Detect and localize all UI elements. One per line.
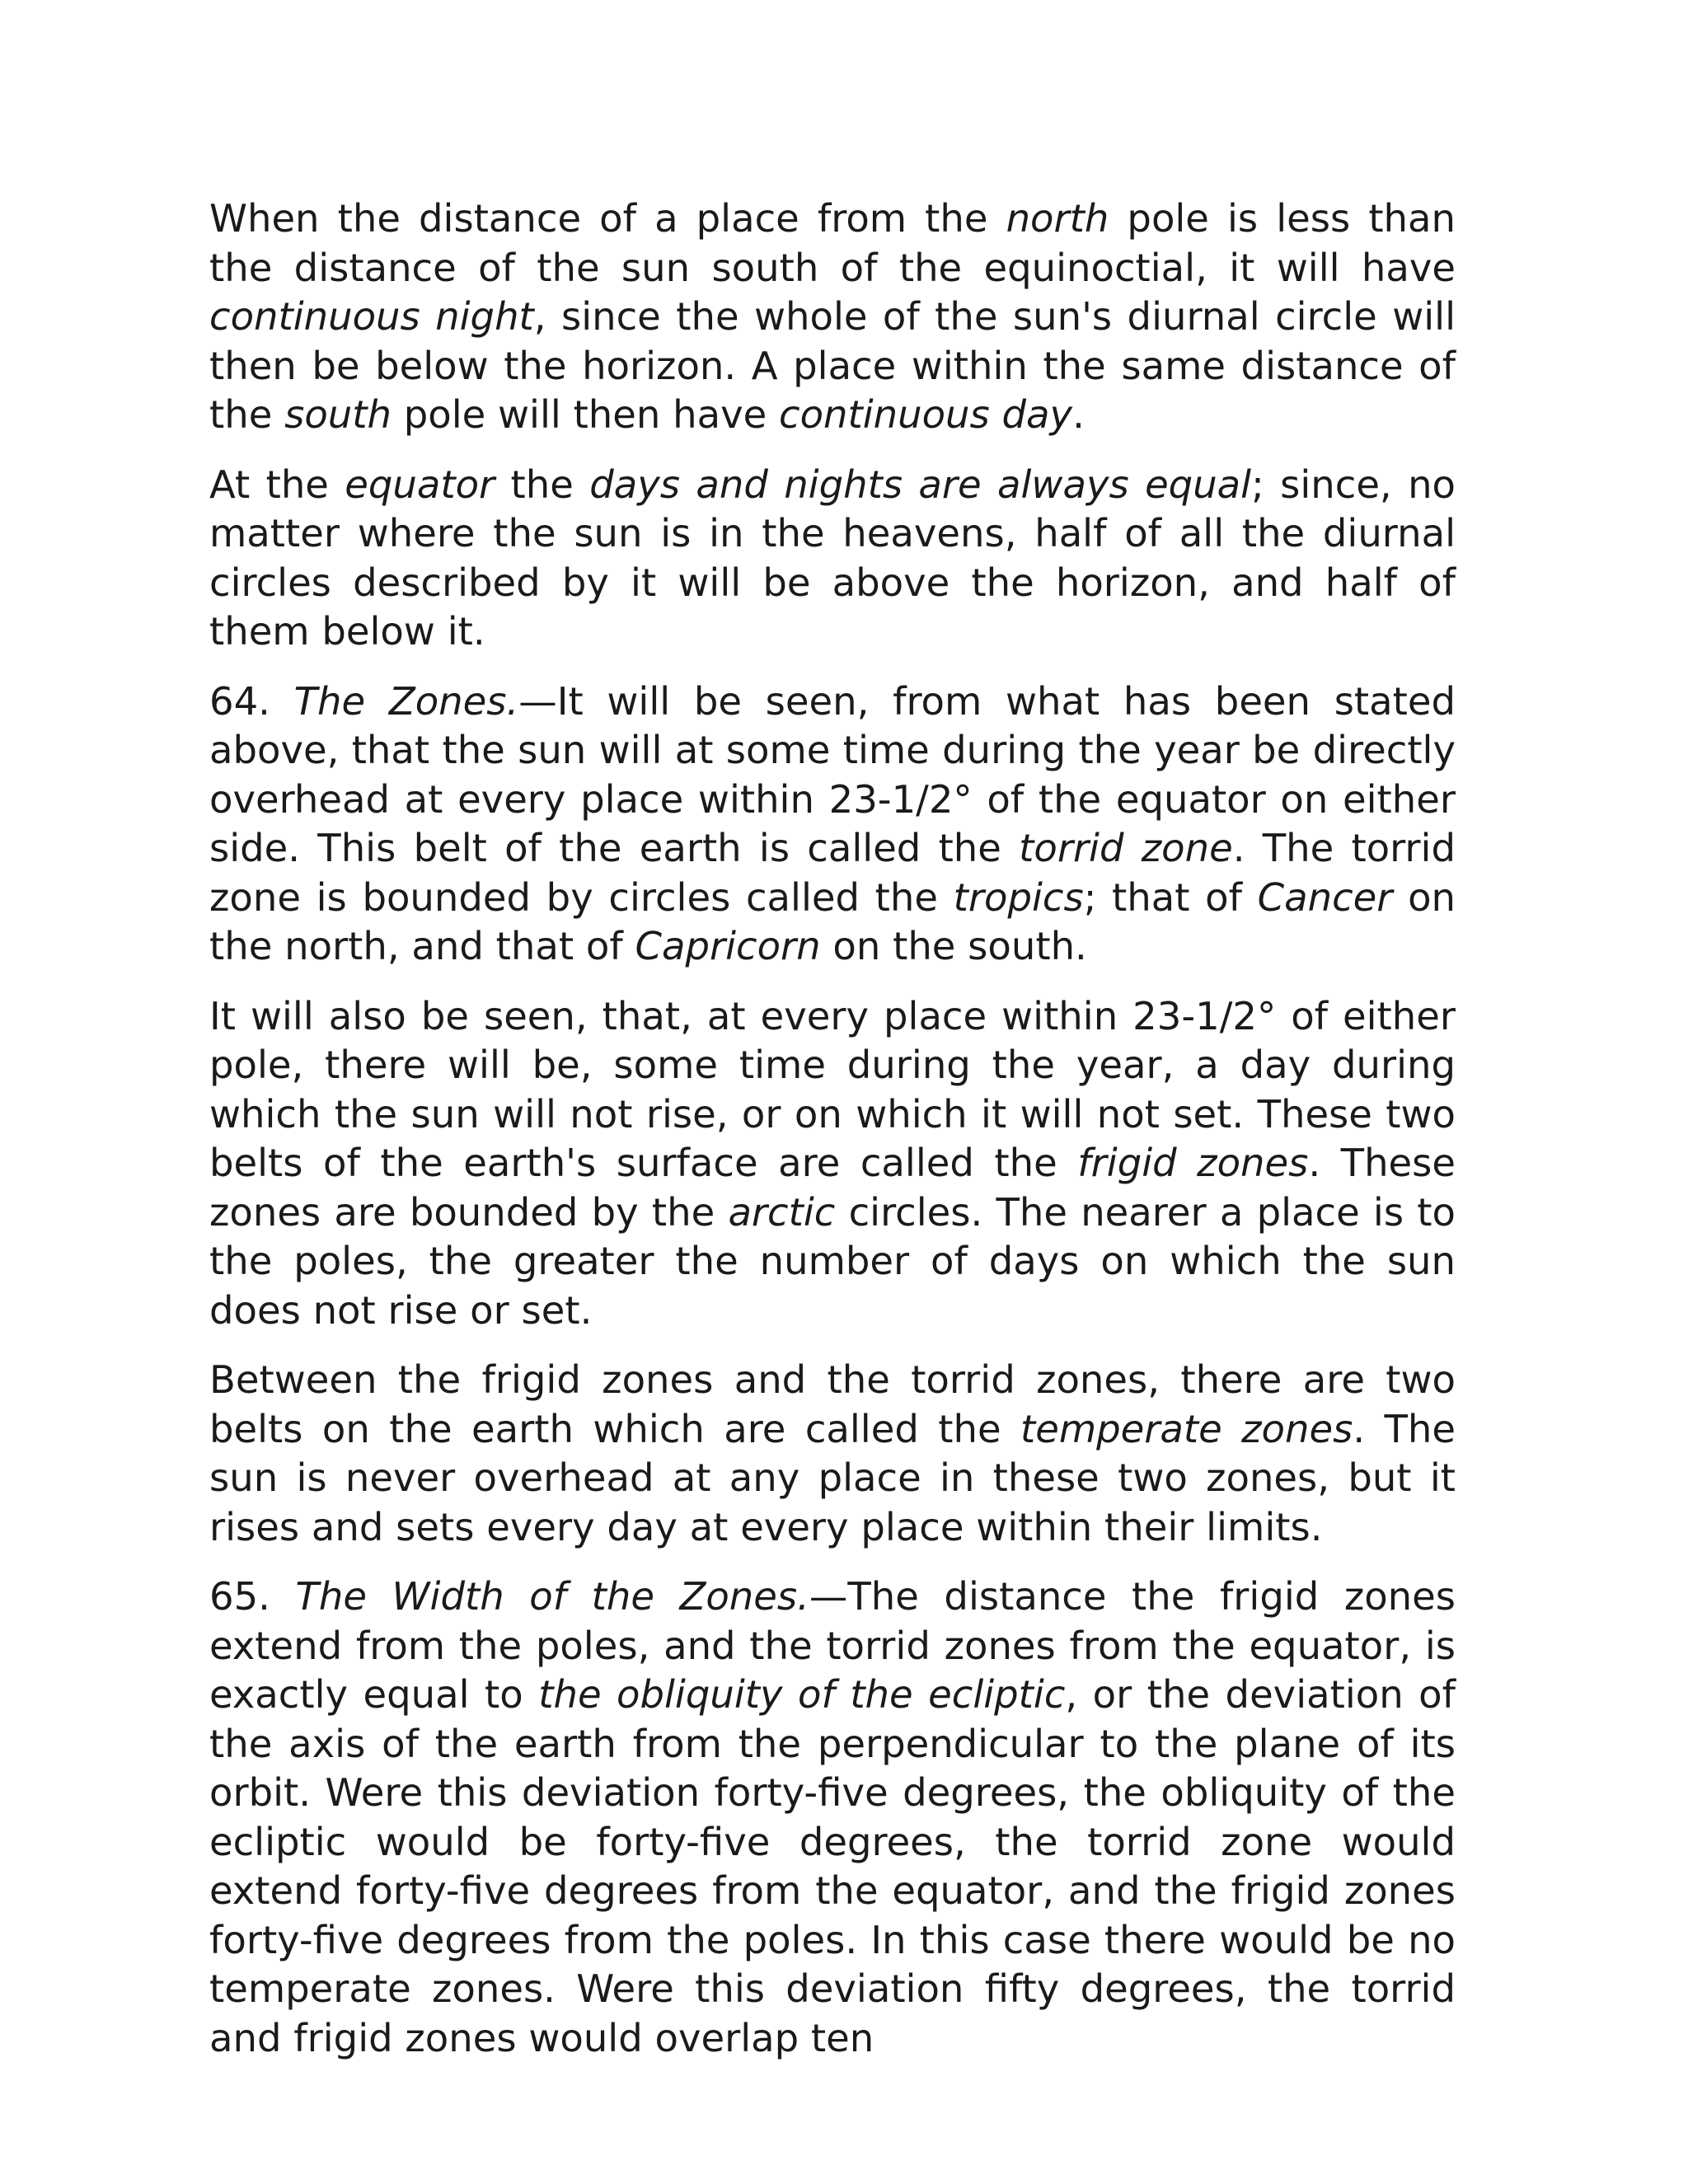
paragraph-equator: [209, 461, 1456, 657]
text-run: When the distance of a place from the: [209, 196, 1006, 241]
text-run: ; that of: [1083, 874, 1258, 920]
italic-text-run: south: [284, 392, 392, 437]
italic-text-run: Cancer: [1257, 874, 1393, 920]
page-text: [209, 194, 1456, 2083]
text-run: .: [1072, 392, 1085, 437]
text-run: At the: [209, 462, 345, 507]
italic-text-run: days and nights are always equal: [589, 462, 1252, 507]
italic-text-run: continuous night: [209, 294, 534, 339]
paragraph-65-width-of-zones: [209, 1572, 1456, 2063]
text-run: . The torrid zone is bounded by circles called the: [209, 826, 1456, 920]
italic-text-run: The Zones.: [293, 678, 519, 724]
paragraph-continuous-night: [209, 194, 1456, 440]
paragraph-temperate-zones: [209, 1356, 1456, 1552]
text-run: , or the deviation of the axis of the earth from the perpendicular to the plane of its orbit. Were this deviation forty-five degrees, the obliquity of the ecliptic would be forty-five degrees, the torrid zone would extend forty-five degrees from the equator, and the frigid zones forty-five degrees from the poles. In this case there would be no temperate zones. Were this deviation fifty degrees, the torrid and frigid zones would overlap ten: [209, 1672, 1456, 2060]
text-run: 64.: [209, 678, 294, 724]
italic-text-run: tropics: [953, 874, 1084, 920]
paragraph-64-the-zones: [209, 677, 1456, 972]
text-run: Between the frigid zones and the torrid zones, there are two belts on the earth which are called the: [209, 1357, 1456, 1451]
italic-text-run: temperate zones: [1020, 1406, 1353, 1451]
text-run: . The sun is never overhead at any place in these two zones, but it rises and sets every day at every place within their limits.: [209, 1406, 1456, 1549]
italic-text-run: continuous day: [779, 392, 1073, 437]
text-run: , since the whole of the sun's diurnal circle will then be below the horizon. A place within the same distance of the: [209, 294, 1456, 437]
text-run: . These zones are bounded by the: [209, 1141, 1456, 1235]
italic-text-run: equator: [345, 462, 495, 507]
text-run: —The distance the frigid zones extend from the poles, and the torrid zones from the equator, is exactly equal to: [209, 1574, 1456, 1717]
italic-text-run: arctic: [728, 1189, 836, 1235]
italic-text-run: north: [1006, 196, 1109, 241]
text-run: the: [495, 462, 590, 507]
italic-text-run: The Width of the Zones.: [295, 1574, 809, 1619]
text-run: pole will then have: [391, 392, 780, 437]
text-run: ; since, no matter where the sun is in the heavens, half of all the diurnal circles described by it will be above the horizon, and half of them below it.: [209, 462, 1456, 654]
italic-text-run: Capricorn: [635, 924, 821, 968]
text-run: pole is less than the distance of the sun south of the equinoctial, it will have: [209, 196, 1456, 290]
text-run: circles. The nearer a place is to the poles, the greater the number of days on which the sun does not rise or set.: [209, 1189, 1456, 1333]
italic-text-run: torrid zone: [1019, 826, 1233, 870]
italic-text-run: frigid zones: [1077, 1141, 1309, 1185]
italic-text-run: the obliquity of the ecliptic: [538, 1672, 1066, 1717]
text-run: on the north, and that of: [209, 874, 1456, 968]
text-run: 65.: [209, 1574, 296, 1619]
text-run: It will also be seen, that, at every place within 23-1/2° of either pole, there will be, some time during the year, a day during which the sun will not rise, or on which it will not set. These two belts of the earth's surface are called the: [209, 993, 1456, 1185]
text-run: —It will be seen, from what has been stated above, that the sun will at some time during the year be directly overhead at every place within 23-1/2° of the equator on either side. This belt of the earth is called the: [209, 678, 1456, 870]
text-run: on the south.: [820, 924, 1087, 968]
paragraph-frigid-zones: [209, 992, 1456, 1336]
